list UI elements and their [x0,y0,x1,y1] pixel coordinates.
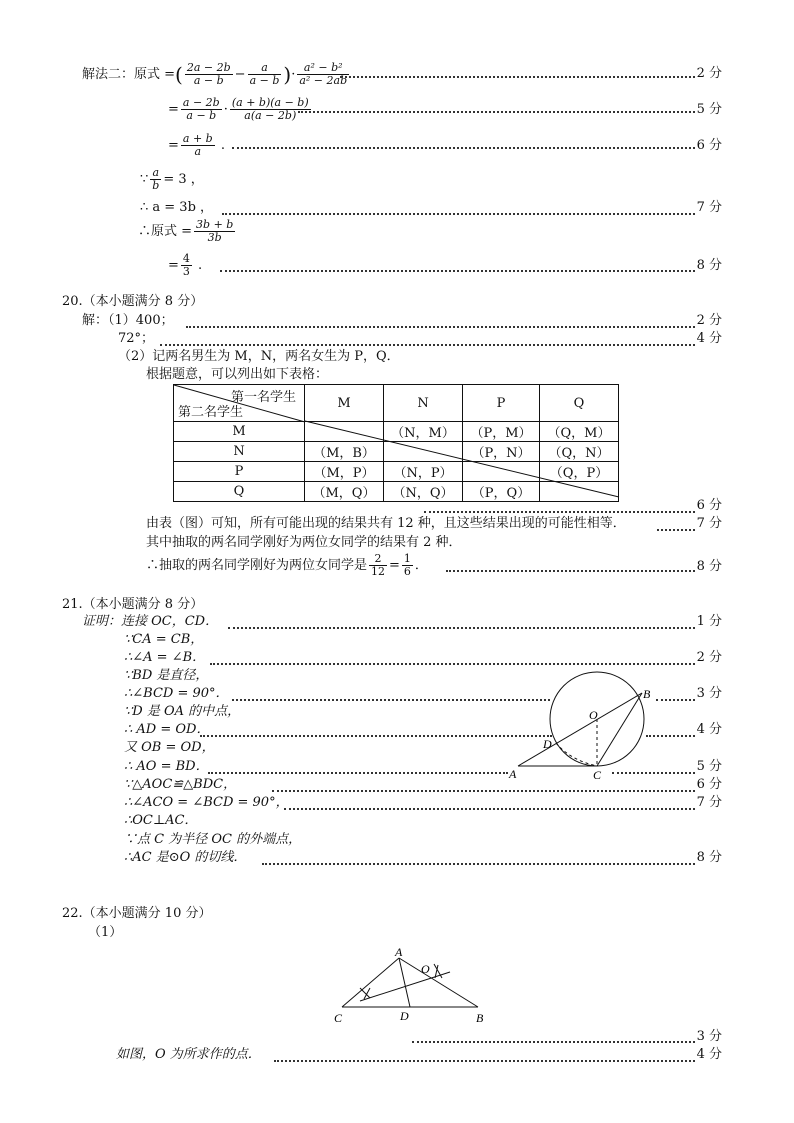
row-header: P [174,462,305,482]
q22-part: （1） [88,925,123,940]
fraction: $\frac{a}{a - b}$ [249,61,280,87]
table-cell: （P，Q） [463,482,540,502]
label-A: A [509,767,517,781]
score-leader [210,663,695,665]
score-leader [160,344,695,346]
score-leader [657,529,695,531]
col-header: Q [540,385,619,422]
method2-line2: = $\frac{a - 2b}{a - b}$ · $\frac{(a + b)(a - b)}{a(a - 2b)}$ [168,96,309,122]
table-cell: （Q，M） [540,422,619,442]
score: 6 分 [696,777,722,792]
q21-line: ∴∠A = ∠B． [124,650,206,665]
score: 4 分 [696,331,722,346]
score-leader [274,1060,695,1062]
score-leader [446,570,695,572]
score: 3 分 [696,1029,722,1044]
score: 7 分 [696,200,722,215]
score-leader [298,111,695,113]
score-leader [186,326,695,328]
score-leader [220,270,695,272]
label-O: O [421,962,430,976]
table-diagonal [305,421,750,497]
q20-part2b: 根据题意，可以列出如下表格： [146,367,329,382]
score: 1 分 [696,614,722,629]
fraction: $\frac{\text{a² − b²}}{\text{a² − 2ab}}$ [299,61,348,87]
q20-conclusion1: 由表（图）可知，所有可能出现的结果共有 12 种，且这些结果出现的可能性相等． [146,516,626,531]
col-header: P [463,385,540,422]
label-O: O [589,708,598,722]
row-header: Q [174,482,305,502]
row-header: M [174,422,305,442]
row-header: N [174,442,305,462]
score-leader [424,511,695,513]
table-cell: （M，Q） [305,482,384,502]
q20-conclusion2: 其中抽取的两名同学刚好为两位女同学的结果有 2 种． [146,535,462,550]
score: 7 分 [696,795,722,810]
method2-line3: = $\frac{a + b}{a}$ . [168,132,225,158]
score: 2 分 [696,313,722,328]
table-cell: （Q，P） [540,462,619,482]
label-D: D [543,737,552,751]
score-leader [262,863,695,865]
table-cell: （N，Q） [384,482,463,502]
score-leader [228,627,695,629]
table-cell: （P，N） [463,442,540,462]
q21-line: ∴AC 是⊙O 的切线． [124,850,247,865]
method2-line7: = $\frac{4}{3}$ . [168,252,203,278]
score-leader [232,147,695,149]
score-leader [222,213,695,215]
method2-label: 解法二：原式 = [82,67,176,82]
score: 8 分 [696,850,722,865]
score-leader [340,76,695,78]
method2-line4: ∵ $\frac{a}{b}$ = 3 ， [140,166,204,192]
table-cell: （Q，N） [540,442,619,462]
score: 8 分 [696,559,722,574]
score: 2 分 [696,650,722,665]
label-D: D [400,1009,409,1023]
q21-line: ∴ AD = OD． [124,722,210,737]
q21-geometry-figure [500,672,700,792]
score: 6 分 [696,498,722,513]
corner-top: 第一名学生 [230,390,296,405]
score-leader [412,1041,695,1043]
q20-conclusion3: ∴抽取的两名同学刚好为两位女同学是 $\frac{2}{12}$ = $\frac{1}{6}$ ． [146,552,428,578]
score: 4 分 [696,1047,722,1062]
q21-line: ∵D 是 OA 的中点， [124,704,241,719]
fraction: $\frac{2a - 2b}{a - b}$ [186,61,231,87]
q20-part2: （2）记两名男生为 M，N，两名女生为 P，Q． [118,349,400,364]
method2-line5: ∴ a = 3b ， [140,200,214,215]
q21-line: ∴∠ACO = ∠BCD = 90°， [124,795,289,810]
label-B: B [476,1011,484,1025]
table-cell: （M，B） [305,442,384,462]
score: 5 分 [696,759,722,774]
q20-part1b: 72°； [118,331,155,346]
q21-line: ∴ AO = BD． [124,759,209,774]
q21-line: ∵CA = CB， [124,632,204,647]
method2-line1: 解法二：原式 =( $\frac{2a - 2b}{a - b}$ − $\frac{a}{a - b}$ )· $\frac{\text{a² − b²}}{\text{a² − 2ab}}$ [82,61,348,87]
score: 8 分 [696,258,722,273]
table-cell: （N，M） [384,422,463,442]
score-leader [284,808,695,810]
q21-line: ∵△AOC≌△BDC， [124,777,237,792]
q21-line: ∴∠BCD = 90°． [124,686,229,701]
q21-line: ∵BD 是直径， [124,668,209,683]
score: 5 分 [696,102,722,117]
q21-line: ∴OC⊥AC． [124,813,198,828]
col-header: N [384,385,463,422]
score: 6 分 [696,138,722,153]
q20-title: 20.（本小题满分 8 分） [62,294,204,309]
table-cell: （N，P） [384,462,463,482]
label-B: B [643,687,651,701]
q22-conclusion: 如图，O 为所求作的点． [116,1047,261,1062]
q20-part1: 解：（1）400； [82,313,174,328]
q21-line: 又 OB = OD， [124,740,215,755]
q21-line: ∵点 C 为半径 OC 的外端点， [124,832,302,847]
corner-bottom: 第二名学生 [178,405,244,420]
q22-geometry-figure [330,944,500,1034]
table-cell: （P，M） [463,422,540,442]
score: 3 分 [696,686,722,701]
q21-line: 证明：连接 OC，CD． [82,614,219,629]
label-C: C [593,768,602,782]
score: 7 分 [696,516,722,531]
col-header: M [305,385,384,422]
score: 2 分 [696,66,722,81]
score-leader [208,772,508,774]
q21-title: 21.（本小题满分 8 分） [62,597,204,612]
corner-cell [174,385,305,422]
score: 4 分 [696,722,722,737]
table-cell: （M，P） [305,462,384,482]
q22-title: 22.（本小题满分 10 分） [62,906,212,921]
label-A: A [395,945,403,959]
label-C: C [334,1011,343,1025]
method2-line6: ∴原式 = $\frac{3b + b}{3b}$ [138,218,234,244]
